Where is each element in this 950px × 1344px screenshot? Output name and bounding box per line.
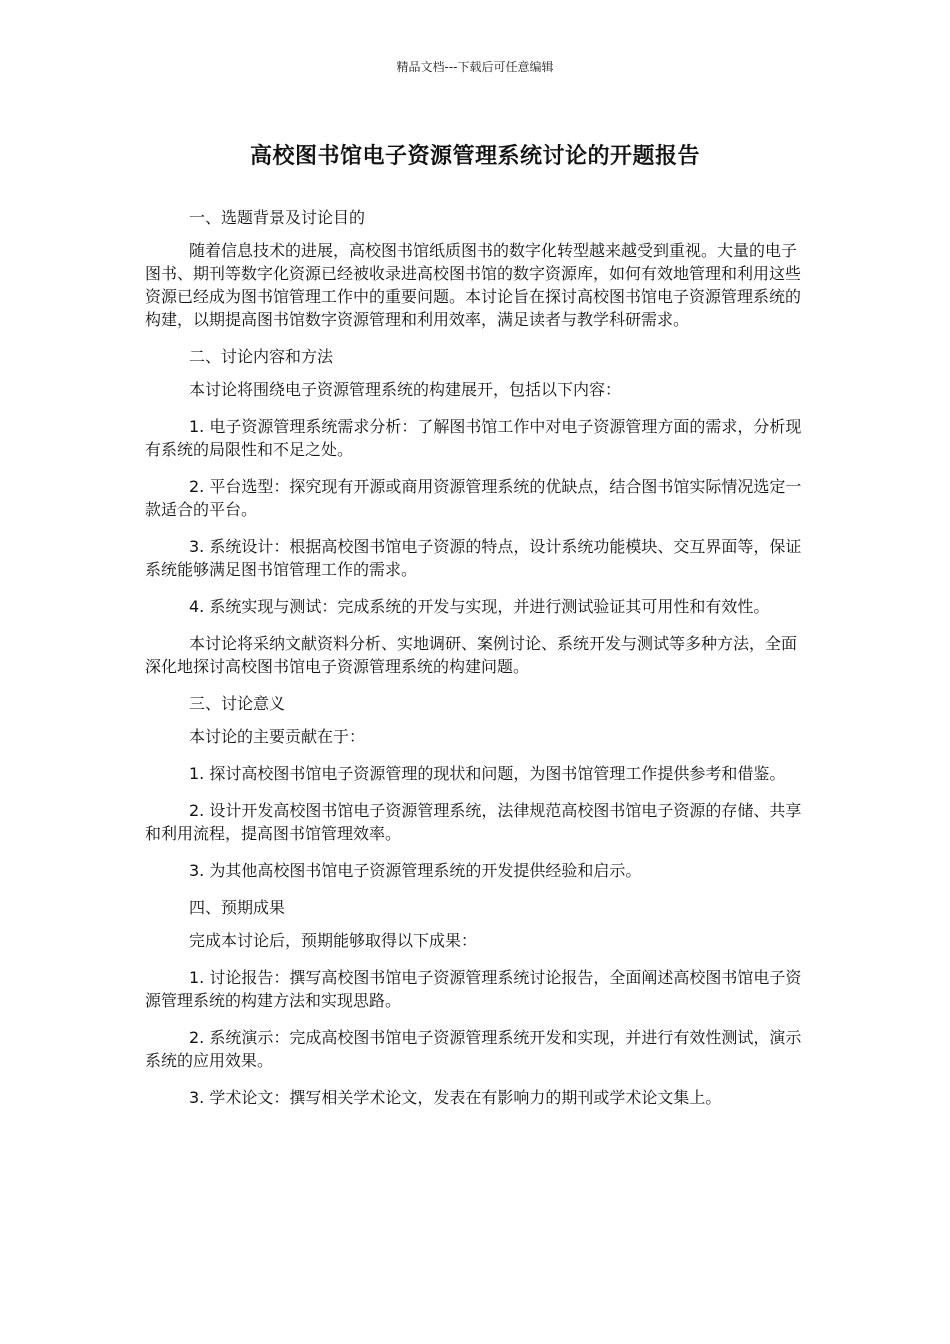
list-item-design: 3. 系统设计：根据高校图书馆电子资源的特点，设计系统功能模块、交互界面等，保证系统能够满足图书馆管理工作的需求。: [145, 537, 802, 579]
paragraph-methods: 本讨论将采纳文献资料分析、实地调研、案例讨论、系统开发与测试等多种方法，全面深化地探讨高校图书馆电子资源管理系统的构建问题。: [145, 634, 798, 676]
list-item-significance-3: 3. 为其他高校图书馆电子资源管理系统的开发提供经验和启示。: [189, 861, 642, 880]
list-item-significance-1: 1. 探讨高校图书馆电子资源管理的现状和问题，为图书馆管理工作提供参考和借鉴。: [189, 764, 786, 783]
paragraph-content-intro: 本讨论将围绕电子资源管理系统的构建展开，包括以下内容：: [189, 380, 622, 399]
list-item-outcome-report: 1. 讨论报告：撰写高校图书馆电子资源管理系统讨论报告，全面阐述高校图书馆电子资源管理系统的构建方法和实现思路。: [145, 968, 802, 1010]
section-heading-content-method: 二、讨论内容和方法: [189, 347, 334, 366]
list-item-platform: 2. 平台选型：探究现有开源或商用资源管理系统的优缺点，结合图书馆实际情况选定一款适合的平台。: [145, 477, 802, 519]
section-heading-significance: 三、讨论意义: [189, 694, 286, 713]
header-note: 精品文档---下载后可任意编辑: [396, 60, 554, 74]
section-heading-background: 一、选题背景及讨论目的: [189, 208, 366, 227]
list-item-requirements: 1. 电子资源管理系统需求分析：了解图书馆工作中对电子资源管理方面的需求，分析现有系统的局限性和不足之处。: [145, 417, 802, 459]
list-item-implementation: 4. 系统实现与测试：完成系统的开发与实现，并进行测试验证其可用性和有效性。: [189, 597, 770, 616]
section-heading-outcomes: 四、预期成果: [189, 898, 286, 917]
list-item-outcome-paper: 3. 学术论文：撰写相关学术论文，发表在有影响力的期刊或学术论文集上。: [189, 1088, 722, 1107]
list-item-significance-2: 2. 设计开发高校图书馆电子资源管理系统，法律规范高校图书馆电子资源的存储、共享和利用流程，提高图书馆管理效率。: [145, 801, 802, 843]
document-body: [145, 206, 805, 1123]
paragraph-significance-intro: 本讨论的主要贡献在于：: [189, 727, 366, 746]
paragraph-background: 随着信息技术的进展，高校图书馆纸质图书的数字化转型越来越受到重视。大量的电子图书、期刊等数字化资源已经被收录进高校图书馆的数字资源库，如何有效地管理和利用这些资源已经成为图书馆管理工作中的重要问题。本讨论旨在探讨高校图书馆电子资源管理系统的构建，以期提高图书馆数字资源管理和利用效率，满足读者与教学科研需求。: [145, 241, 802, 329]
paragraph-outcomes-intro: 完成本讨论后，预期能够取得以下成果：: [189, 931, 478, 950]
document-title: 高校图书馆电子资源管理系统讨论的开题报告: [249, 144, 700, 169]
list-item-outcome-demo: 2. 系统演示：完成高校图书馆电子资源管理系统开发和实现，并进行有效性测试，演示系统的应用效果。: [145, 1028, 802, 1070]
